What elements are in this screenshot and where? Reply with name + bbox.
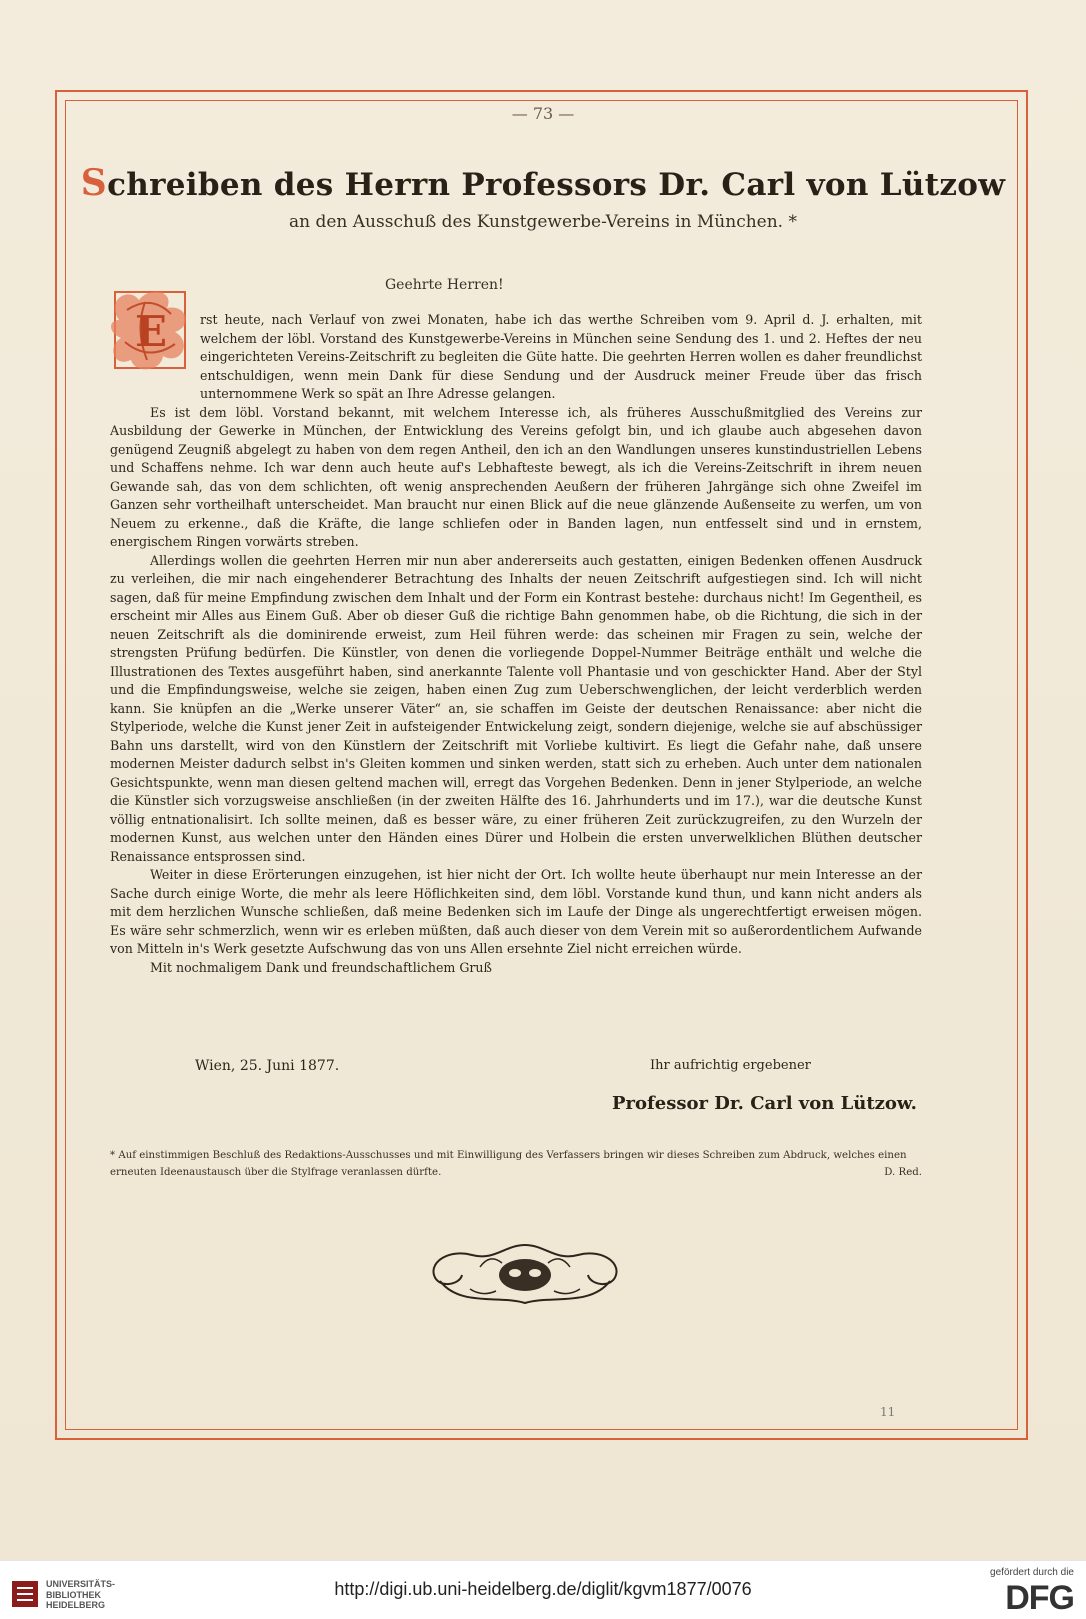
page-number-ornament-left: — [511,104,533,123]
dfg-logo[interactable]: DFG [1005,1579,1074,1617]
footnote-tag: D. Red. [884,1167,922,1178]
initial-letter: E [134,307,168,356]
ub-line-1: UNIVERSITÄTS- [46,1579,116,1589]
salutation: Geehrte Herren! [385,277,504,293]
page-title [0,162,1086,204]
ornament-eye-left [509,1269,521,1277]
signature: Professor Dr. Carl von Lützow. [612,1093,917,1114]
corner-mark: 11 [880,1405,896,1419]
ornament-eye-right [529,1269,541,1277]
page-number-ornament-right: — [553,104,575,123]
signature-intro: Ihr aufrichtig ergebener [650,1058,811,1073]
paragraph-3: Allerdings wollen die geehrten Herren mir nun aber andererseits auch gestatten, einigen Bedenken offenen Ausdruck zu verleihen, die mir nach eingehenderer Betrachtung des Inhalts der neuen Zeitschrift aufgestiegen sind. Ich will nicht sagen, daß für meine Empfindung zwischen dem Inhalt und der Form ein Kontrast bestehe: durchaus nicht! Im Gegentheil, es erscheint mir Alles aus Einem Guß. Aber ob dieser Guß die richtige Bahn genommen habe, ob die Richtung, die sich in der neuen Zeitschrift als die dominirende erweist, zum Heil führen werde: das scheinen mir Fragen zu sein, welche der strengsten Prüfung bedürfen. Die Künstler, von denen die vorliegende Doppel-Nummer Beiträge enthält und welche die Illustrationen des Textes ausgeführt haben, sind anerkannte Talente voll Phantasie und von geschickter Hand. Aber der Styl und die Empfindungsweise, welche sie zeigen, haben einen Zug zum Ueberschwenglichen, der leicht verderblich werden kann. Sie knüpfen an die „Werke unserer Väter“ an, sie schaffen im Geiste der deutschen Renaissance: aber nicht die Stylperiode, welche die Kunst jener Zeit in aufsteigender Entwickelung zeigt, sondern diejenige, welche sie auf abschüssiger Bahn uns darstellt, wird von den Künstlern der Zeitschrift mit Vorliebe kultivirt. Es liegt die Gefahr nahe, daß unsere modernen Meister dadurch selbst in's Gleiten kommen und sinken werden, statt sich zu erheben. Auch unter dem nationalen Gesichtspunkte, wenn man diesen geltend machen will, erregt das Vorgehen Bedenken. Denn in jener Stylperiode, an welche die Künstler sich vorzugsweise anschließen (in der zweiten Hälfte des 16. Jahrhunderts und im 17.), war die deutsche Kunst völlig entnationalisirt. Ich sollte meinen, daß es besser wäre, zu einer früheren Zeit zurückzugreifen, zu den Wurzeln der modernen Kunst, aus welchen unter den Händen eines Dürer und Holbein die ersten unverwelklichen Blüthen deutscher Renaissance entsprossen sind. [110,552,922,864]
title-text: chreiben des Herrn Professors Dr. Carl von Lützow [107,167,1006,203]
paragraph-2: Es ist dem löbl. Vorstand bekannt, mit welchem Interesse ich, als früheres Ausschußmitglied des Vereins zur Ausbildung der Gewerke in München, der Entwicklung des Vereins gefolgt bin, und ich glaube auch abgesehen davon genügend Zeugniß abgelegt zu haben von dem regen Antheil, den ich an den Wandlungen unseres kunstindustriellen Lebens und Schaffens nehme. Ich war denn auch heute auf's Lebhafteste bewegt, als ich die Vereins-Zeitschrift in ihrem neuen Gewande sah, das von dem schlichten, oft wenig ansprechenden Aeußern der früheren Jahrgänge sich ohne Zweifel im Ganzen sehr vortheilhaft unterscheidet. Man braucht nur einen Blick auf die neue glänzende Außenseite zu werfen, um von Neuem zu erkenne., daß die Kräfte, die lange schliefen oder in Banden lagen, nun entfesselt sind und in ernstem, energischem Ringen vorwärts streben. [110,404,922,549]
letter-body [110,311,922,977]
funded-by-label: gefördert durch die [990,1567,1074,1578]
paragraph-4: Weiter in diese Erörterungen einzugehen, ist hier nicht der Ort. Ich wollte heute überhaupt nur mein Interesse an der Sache durch einige Worte, die mehr als leere Höflichkeiten sind, dem löbl. Vorstande kund thun, und kann nicht anders als mit dem herzlichen Wunsche schließen, daß meine Bedenken sich im Laufe der Dinge als ungerechtfertigt erweisen mögen. Es wäre sehr schmerzlich, wenn wir es erleben müßten, daß auch dieser von dem Verein mit so außerordentlichem Aufwande von Mitteln in's Werk gesetzte Aufschwung das von uns Allen ersehnte Ziel nicht erreichen würde. [110,867,922,956]
footnote-text: * Auf einstimmigen Beschluß des Redaktions-Ausschusses und mit Einwilligung des Verfassers bringen wir dieses Schreiben zum Abdruck, welches einen erneuten Ideenaustausch über die Stylfrage veranlassen dürfte. [110,1150,907,1178]
closing-line: Mit nochmaligem Dank und freundschaftlichem Gruß [150,959,492,975]
title-initial: S [80,162,108,204]
ub-line-3: HEIDELBERG [46,1600,106,1610]
date-line: Wien, 25. Juni 1877. [195,1058,340,1074]
ornament-vignette [400,1237,650,1309]
ub-line-2: BIBLIOTHEK [46,1589,101,1600]
footer-bar [0,1560,1086,1619]
ornament-mask [499,1259,551,1291]
paragraph-1: rst heute, nach Verlauf von zwei Monaten, habe ich das werthe Schreiben vom 9. April d. J. erhalten, mit welchem der löbl. Vorstand des Kunstgewerbe-Vereins in München seine Sendung des 1. und 2. Heftes der neu eingerichteten Vereins-Zeitschrift zu begleiten die Güte hatte. Die geehrten Herren wollen es daher freundlichst entschuldigen, wenn mein Dank für diese Sendung und der Ausdruck meiner Freude über das frisch unternommene Werk so spät an Ihre Adresse gelangen. [200,312,922,401]
source-url-link[interactable]: http://digi.ub.uni-heidelberg.de/diglit/kgvm1877/0076 [334,1579,752,1599]
page-number [0,104,1086,123]
footnote [110,1147,922,1181]
page-number-value: 73 [532,104,554,123]
page-subtitle: an den Ausschuß des Kunstgewerbe-Vereins in München. * [289,212,797,232]
